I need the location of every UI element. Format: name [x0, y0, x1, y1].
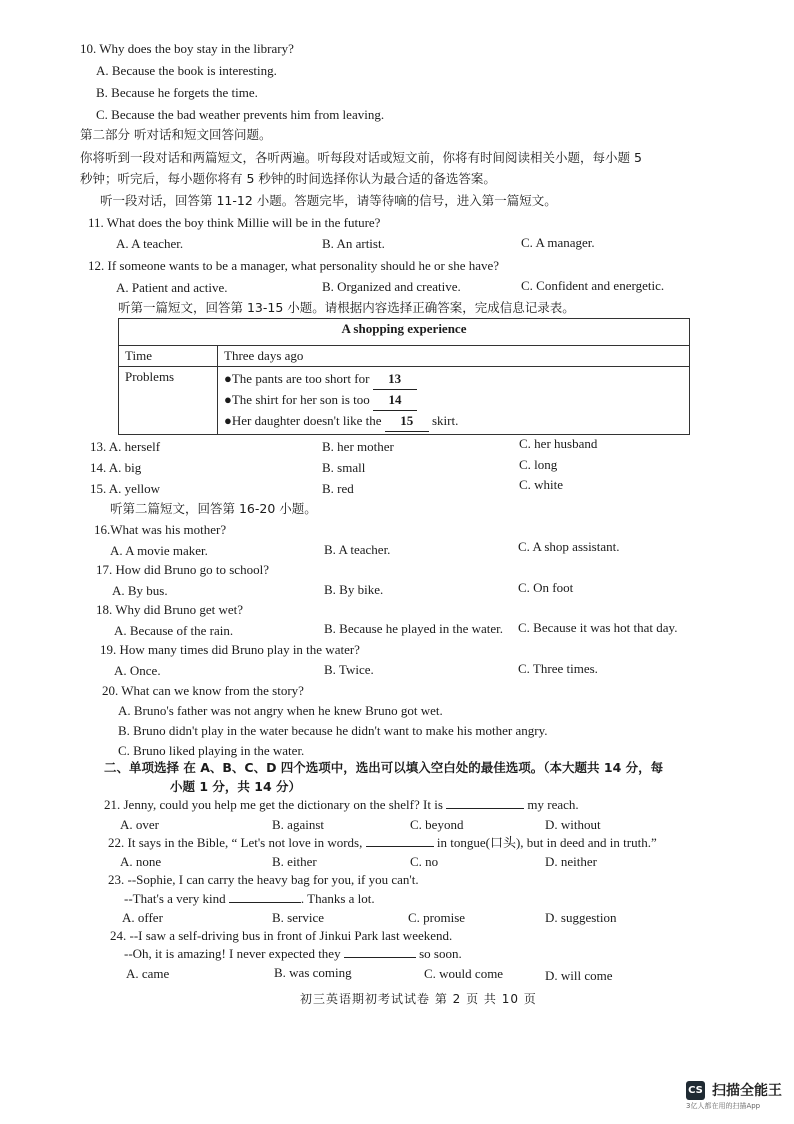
- q21-option-d: D. without: [545, 817, 601, 832]
- q22-option-a: A. none: [120, 854, 162, 869]
- q14-option-a: 14. A. big: [90, 460, 142, 475]
- passage2-instruction: 听第二篇短文，回答第 16-20 小题。: [110, 501, 317, 516]
- blank-13: 13: [373, 369, 417, 390]
- q21-option-a: A. over: [120, 817, 159, 832]
- q16-option-a: A. A movie maker.: [110, 543, 208, 558]
- q19-option-a: A. Once.: [114, 663, 161, 678]
- q14-option-c: C. long: [519, 457, 558, 472]
- q16-option-c: C. A shop assistant.: [518, 539, 620, 554]
- q22-stem: 22. It says in the Bible, “ Let's not love in words, in tongue(口头), but in deed and in truth.”: [108, 835, 657, 850]
- scanner-watermark: [686, 1080, 782, 1111]
- q16-stem: 16.What was his mother?: [94, 522, 227, 537]
- q13-option-a: 13. A. herself: [90, 439, 161, 454]
- q24-option-c: C. would come: [424, 966, 504, 981]
- q10-option-c: C. Because the bad weather prevents him from leaving.: [96, 107, 385, 122]
- q10-stem: 10. Why does the boy stay in the library?: [80, 41, 294, 56]
- q15-option-b: B. red: [322, 481, 354, 496]
- q22-option-d: D. neither: [545, 854, 597, 869]
- q21-option-b: B. against: [272, 817, 324, 832]
- q24-blank: [344, 957, 416, 958]
- part2-instruction-1: 你将听到一段对话和两篇短文，各听两遍。听每段对话或短文前，你将有时间阅读相关小题，每小题 5: [80, 150, 642, 165]
- q14-option-b: B. small: [322, 460, 366, 475]
- shopping-record-table: [118, 318, 690, 435]
- q11-option-b: B. An artist.: [322, 236, 385, 251]
- q16-option-b: B. A teacher.: [324, 542, 391, 557]
- q18-stem: 18. Why did Bruno get wet?: [96, 602, 244, 617]
- section2-heading-line2: 小题 1 分，共 14 分）: [170, 779, 302, 794]
- q17-option-a: A. By bus.: [112, 583, 168, 598]
- q21-stem: 21. Jenny, could you help me get the dictionary on the shelf? It is my reach.: [104, 797, 579, 812]
- q11-stem: 11. What does the boy think Millie will be in the future?: [88, 215, 381, 230]
- q15-option-c: C. white: [519, 477, 564, 492]
- q11-option-c: C. A manager.: [521, 235, 595, 250]
- q12-option-b: B. Organized and creative.: [322, 279, 461, 294]
- problems-list: [218, 367, 690, 435]
- q18-option-a: A. Because of the rain.: [114, 623, 234, 638]
- part2-heading: 第二部分 听对话和短文回答问题。: [80, 127, 272, 142]
- part2-instruction-2: 秒钟；听完后，每小题你将有 5 秒钟的时间选择你认为最合适的备选答案。: [80, 171, 496, 186]
- q20-option-a: A. Bruno's father was not angry when he knew Bruno got wet.: [118, 703, 443, 718]
- time-label: Time: [119, 346, 218, 367]
- q23-option-b: B. service: [272, 910, 324, 925]
- watermark-app-name: 扫描全能王: [712, 1083, 782, 1099]
- passage1-instruction: 听第一篇短文，回答第 13-15 小题。请根据内容选择正确答案，完成信息记录表。: [118, 300, 575, 315]
- q21-blank: [446, 808, 524, 809]
- q23-option-c: C. promise: [408, 910, 466, 925]
- page-footer: 初三英语期初考试试卷 第 2 页 共 10 页: [300, 992, 537, 1006]
- q24-option-a: A. came: [126, 966, 170, 981]
- q23-line2: --That's a very kind . Thanks a lot.: [124, 891, 375, 906]
- q22-option-b: B. either: [272, 854, 317, 869]
- blank-15: 15: [385, 411, 429, 432]
- q18-option-b: B. Because he played in the water.: [324, 621, 504, 636]
- q23-blank: [229, 902, 301, 903]
- q19-option-c: C. Three times.: [518, 661, 598, 676]
- q11-option-a: A. A teacher.: [116, 236, 184, 251]
- q24-line1: 24. --I saw a self-driving bus in front of Jinkui Park last weekend.: [110, 928, 453, 943]
- q17-option-b: B. By bike.: [324, 582, 384, 597]
- q13-option-b: B. her mother: [322, 439, 394, 454]
- table-title: A shopping experience: [119, 319, 690, 346]
- time-value: Three days ago: [218, 346, 690, 367]
- q10-option-b: B. Because he forgets the time.: [96, 85, 258, 100]
- q12-option-a: A. Patient and active.: [116, 280, 228, 295]
- problems-label: Problems: [119, 367, 218, 435]
- q19-stem: 19. How many times did Bruno play in the water?: [100, 642, 360, 657]
- problem-2: ●The shirt for her son is too 14: [224, 390, 683, 411]
- q20-option-b: B. Bruno didn't play in the water because he didn't want to make his mother angry.: [118, 723, 548, 738]
- q19-option-b: B. Twice.: [324, 662, 374, 677]
- q18-option-c: C. Because it was hot that day.: [518, 620, 678, 635]
- q24-option-b: B. was coming: [274, 965, 352, 980]
- problem-3: ●Her daughter doesn't like the 15 skirt.: [224, 411, 683, 432]
- q23-option-a: A. offer: [122, 910, 163, 925]
- part2-instruction-3: 听一段对话，回答第 11-12 小题。答题完毕，请等待嘀的信号，进入第一篇短文。: [100, 193, 557, 208]
- q24-line2: --Oh, it is amazing! I never expected they so soon.: [124, 946, 462, 961]
- q13-option-c: C. her husband: [519, 436, 598, 451]
- q21-option-c: C. beyond: [410, 817, 464, 832]
- q23-line1: 23. --Sophie, I can carry the heavy bag for you, if you can't.: [108, 872, 419, 887]
- q12-stem: 12. If someone wants to be a manager, what personality should he or she have?: [88, 258, 500, 273]
- watermark-tagline: 3亿人都在用的扫描App: [686, 1102, 761, 1110]
- q17-option-c: C. On foot: [518, 580, 574, 595]
- q20-option-c: C. Bruno liked playing in the water.: [118, 743, 305, 758]
- q23-option-d: D. suggestion: [545, 910, 617, 925]
- blank-14: 14: [373, 390, 417, 411]
- q10-option-a: A. Because the book is interesting.: [96, 63, 277, 78]
- q12-option-c: C. Confident and energetic.: [521, 278, 665, 293]
- q20-stem: 20. What can we know from the story?: [102, 683, 304, 698]
- section2-heading-line1: 二、单项选择 在 A、B、C、D 四个选项中，选出可以填入空白处的最佳选项。（本大题共 14 分，每: [104, 760, 664, 775]
- q22-option-c: C. no: [410, 854, 439, 869]
- problem-1: ●The pants are too short for 13: [224, 369, 683, 390]
- q24-option-d: D. will come: [545, 968, 613, 983]
- q15-option-a: 15. A. yellow: [90, 481, 161, 496]
- q22-blank: [366, 846, 434, 847]
- camscanner-logo-icon: CS: [686, 1081, 705, 1100]
- q17-stem: 17. How did Bruno go to school?: [96, 562, 269, 577]
